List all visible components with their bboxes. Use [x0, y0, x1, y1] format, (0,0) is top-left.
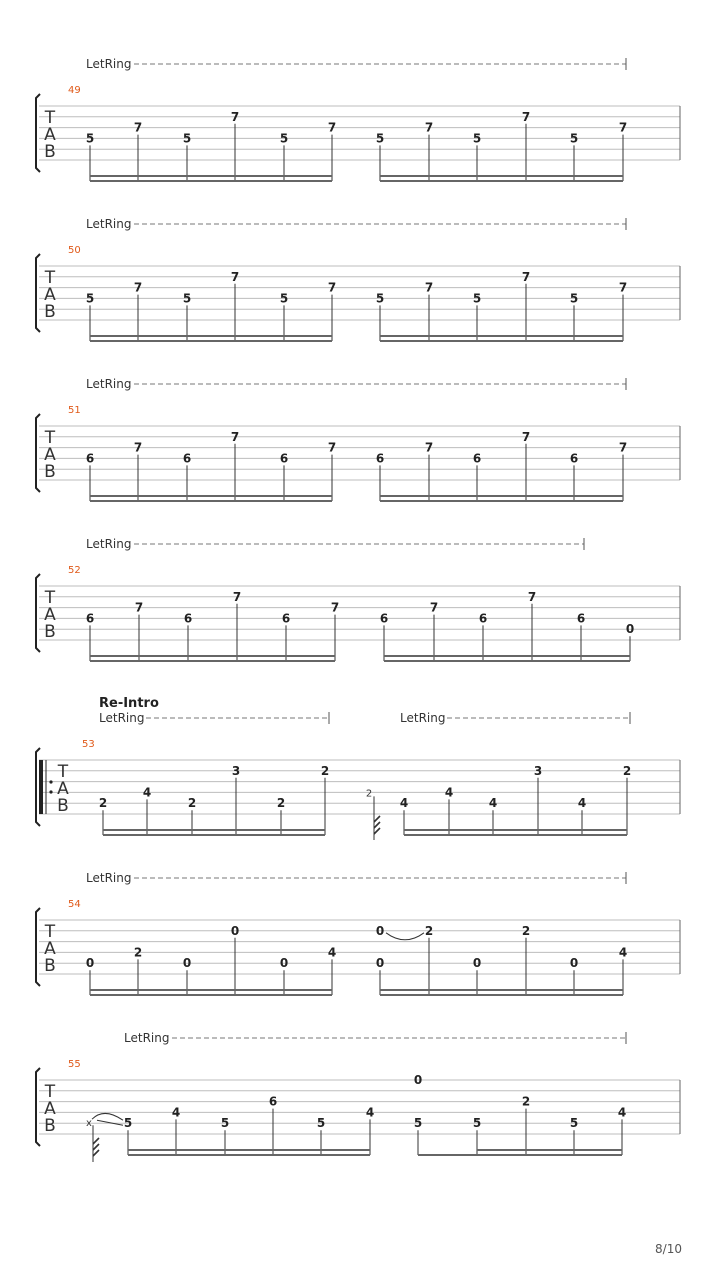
fret-number: 6 — [183, 611, 193, 626]
staff-system-52 — [36, 537, 680, 661]
fret-number: 7 — [527, 589, 537, 604]
staff-system-53 — [36, 696, 680, 840]
fret-number: 5 — [375, 131, 385, 146]
fret-number: 7 — [327, 440, 337, 455]
fret-number: 7 — [330, 600, 340, 615]
tab-clef-b: B — [44, 956, 56, 976]
fret-number: 7 — [327, 120, 337, 135]
tab-clef-t: T — [44, 922, 56, 942]
fret-number: 6 — [569, 451, 579, 466]
fret-number: 5 — [85, 131, 95, 146]
fret-number: 2 — [98, 796, 108, 811]
let-ring-label: LetRing — [86, 377, 132, 391]
tab-clef-a: A — [44, 605, 56, 625]
tab-clef-t: T — [44, 1082, 56, 1102]
fret-number: 6 — [85, 611, 95, 626]
fret-number: 2 — [521, 923, 531, 938]
staff-system-51 — [36, 377, 680, 501]
fret-number: 7 — [327, 280, 337, 295]
tab-clef-b: B — [44, 622, 56, 642]
fret-number: 6 — [268, 1094, 278, 1109]
fret-number: 7 — [618, 440, 628, 455]
fret-number: 5 — [472, 1116, 482, 1131]
fret-number: 0 — [182, 956, 192, 971]
fret-number: 6 — [279, 451, 289, 466]
tab-clef-t: T — [44, 588, 56, 608]
repeat-barline-thick — [39, 760, 43, 814]
fret-number: 4 — [171, 1105, 181, 1120]
fret-number: 5 — [316, 1116, 326, 1131]
fret-number: 7 — [230, 269, 240, 284]
fret-number: 7 — [424, 440, 434, 455]
fret-number: 4 — [617, 1105, 627, 1120]
fret-number: 5 — [279, 131, 289, 146]
repeat-dot — [49, 780, 52, 783]
tab-clef-b: B — [44, 142, 56, 162]
measure-number: 51 — [68, 405, 81, 416]
slur — [386, 933, 424, 940]
fret-number: 7 — [133, 280, 143, 295]
fret-number: 5 — [375, 291, 385, 306]
tab-clef-a: A — [57, 779, 69, 799]
staff-system-54 — [36, 871, 680, 995]
fret-number: 5 — [472, 131, 482, 146]
tab-clef-b: B — [44, 302, 56, 322]
fret-number: 6 — [472, 451, 482, 466]
tab-clef-a: A — [44, 285, 56, 305]
fret-number: 0 — [569, 956, 579, 971]
fret-number: 5 — [85, 291, 95, 306]
fret-number: 5 — [569, 1116, 579, 1131]
tab-clef-a: A — [44, 125, 56, 145]
fret-number: 7 — [230, 109, 240, 124]
fret-number: 0 — [375, 956, 385, 971]
fret-number: 7 — [230, 429, 240, 444]
measure-number: 52 — [68, 565, 81, 576]
fret-number: 5 — [413, 1116, 423, 1131]
staff-system-49 — [36, 57, 680, 181]
fret-number: 5 — [472, 291, 482, 306]
measure-number: 53 — [82, 739, 95, 750]
tab-clef-t: T — [44, 108, 56, 128]
fret-number: 7 — [134, 600, 144, 615]
fret-number: 4 — [399, 796, 409, 811]
fret-number: 6 — [375, 451, 385, 466]
grace-flags — [93, 1138, 99, 1156]
fret-number: 6 — [576, 611, 586, 626]
tab-clef-b: B — [57, 796, 69, 816]
tab-clef-b: B — [44, 462, 56, 482]
let-ring-label: LetRing — [86, 217, 132, 231]
measure-number: 49 — [68, 85, 81, 96]
fret-number: 5 — [569, 291, 579, 306]
fret-number: 6 — [182, 451, 192, 466]
fret-number: 7 — [133, 440, 143, 455]
fret-number: 0 — [413, 1073, 423, 1087]
fret-number: 6 — [379, 611, 389, 626]
fret-number: 4 — [327, 945, 337, 960]
let-ring-label: LetRing — [86, 871, 132, 885]
let-ring-label: LetRing — [124, 1031, 170, 1045]
tab-clef-t: T — [44, 268, 56, 288]
fret-number: 5 — [182, 291, 192, 306]
slide-arc — [92, 1113, 123, 1120]
let-ring-label: LetRing — [86, 537, 132, 551]
fret-number: 7 — [521, 429, 531, 444]
fret-number: 6 — [85, 451, 95, 466]
fret-number: 0 — [230, 923, 240, 938]
fret-number: 7 — [133, 120, 143, 135]
fret-number: 2 — [133, 945, 143, 960]
measure-number: 50 — [68, 245, 81, 256]
fret-number: 5 — [182, 131, 192, 146]
fret-number: 0 — [85, 956, 95, 971]
repeat-dot — [49, 790, 52, 793]
fret-number: 4 — [142, 785, 152, 800]
fret-number: 2 — [622, 763, 632, 778]
fret-number: 3 — [231, 763, 241, 778]
fret-number: 4 — [365, 1105, 375, 1120]
fret-number: 7 — [618, 280, 628, 295]
fret-number: 0 — [375, 923, 385, 938]
let-ring-label: LetRing — [400, 711, 446, 725]
fret-number: 6 — [281, 611, 291, 626]
fret-number: 2 — [187, 796, 197, 811]
measure-number: 54 — [68, 899, 81, 910]
grace-note: 2 — [365, 788, 373, 800]
staff-system-55 — [36, 1031, 680, 1162]
fret-number: 7 — [521, 269, 531, 284]
fret-number: 0 — [279, 956, 289, 971]
fret-number: 0 — [472, 956, 482, 971]
dead-note: x — [86, 1118, 92, 1130]
fret-number: 4 — [618, 945, 628, 960]
let-ring-label: LetRing — [99, 711, 145, 725]
tab-clef-t: T — [44, 428, 56, 448]
fret-number: 4 — [444, 785, 454, 800]
page-number: 8/10 — [655, 1242, 682, 1256]
fret-number: 2 — [276, 796, 286, 811]
fret-number: 2 — [424, 923, 434, 938]
fret-number: 6 — [478, 611, 488, 626]
fret-number: 5 — [279, 291, 289, 306]
fret-number: 7 — [424, 120, 434, 135]
fret-number: 4 — [577, 796, 587, 811]
section-label: Re-Intro — [99, 696, 159, 711]
fret-number: 7 — [618, 120, 628, 135]
fret-number: 5 — [569, 131, 579, 146]
fret-number: 0 — [625, 622, 635, 637]
fret-number: 5 — [123, 1116, 133, 1131]
staff-system-50 — [36, 217, 680, 341]
fret-number: 7 — [429, 600, 439, 615]
fret-number: 2 — [320, 763, 330, 778]
measure-number: 55 — [68, 1059, 81, 1070]
fret-number: 7 — [424, 280, 434, 295]
tab-clef-a: A — [44, 939, 56, 959]
fret-number: 2 — [521, 1094, 531, 1109]
tab-clef-t: T — [57, 762, 69, 782]
tab-clef-b: B — [44, 1116, 56, 1136]
fret-number: 5 — [220, 1116, 230, 1131]
grace-flags — [374, 816, 380, 834]
fret-number: 7 — [232, 589, 242, 604]
let-ring-label: LetRing — [86, 57, 132, 71]
fret-number: 3 — [533, 763, 543, 778]
tab-clef-a: A — [44, 445, 56, 465]
tab-clef-a: A — [44, 1099, 56, 1119]
fret-number: 4 — [488, 796, 498, 811]
fret-number: 7 — [521, 109, 531, 124]
